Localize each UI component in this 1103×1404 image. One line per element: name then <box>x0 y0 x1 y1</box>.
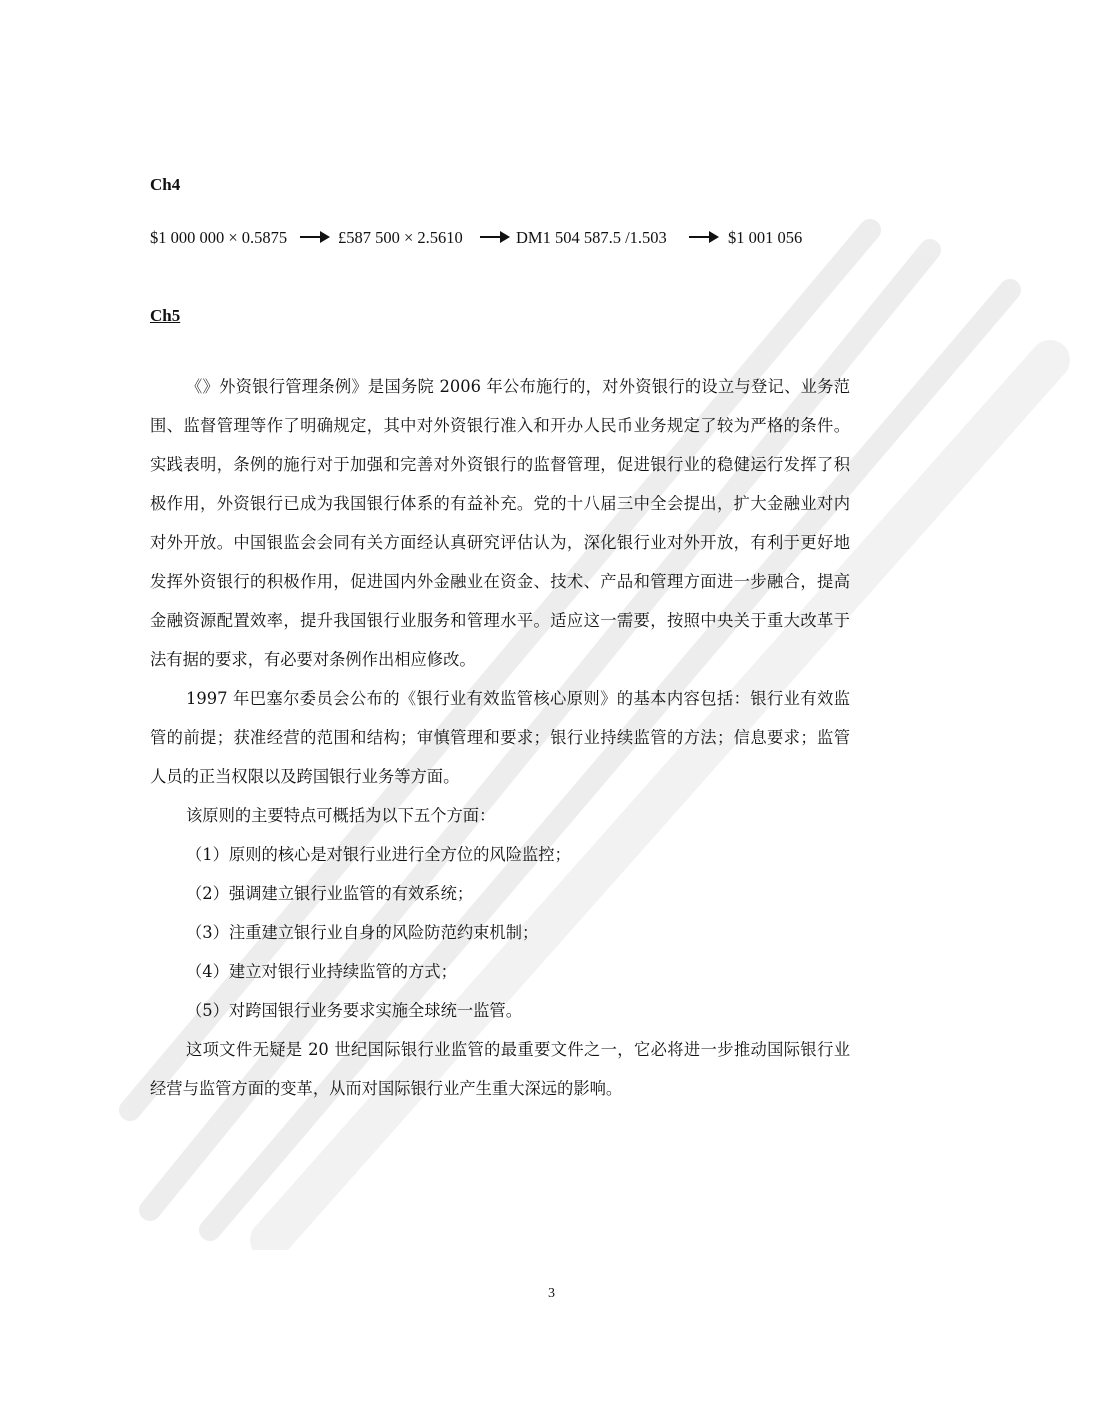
page-number: 3 <box>548 1286 555 1301</box>
right-arrow-icon <box>480 236 508 238</box>
list-item: （5）对跨国银行业务要求实施全球统一监管。 <box>186 1001 522 1020</box>
formula-result: $1 001 056 <box>728 228 803 247</box>
list-item: （3）注重建立银行业自身的风险防范约束机制； <box>186 923 539 942</box>
paragraph-basel-principles: 1997 年巴塞尔委员会公布的《银行业有效监管核心原则》的基本内容包括：银行业有效监管的前提；获准经营的范围和结构；审慎管理和要求；银行业持续监管的方法；信息要求；监管人员的正当权限以及跨国银行业务等方面。 <box>150 689 850 786</box>
paragraph-intro: 《》外资银行管理条例》是国务院 2006 年公布施行的，对外资银行的设立与登记、业务范围、监督管理等作了明确规定，其中对外资银行准入和开办人民币业务规定了较为严格的条件。实践表明，条例的施行对于加强和完善对外资银行的监督管理，促进银行业的稳健运行发挥了积极作用，外资银行已成为我国银行体系的有益补充。党的十八届三中全会提出，扩大金融业对内对外开放。中国银监会会同有关方面经认真研究评估认为，深化银行业对外开放，有利于更好地发挥外资银行的积极作用，促进国内外金融业在资金、技术、产品和管理方面进一步融合，提高金融资源配置效率，提升我国银行业服务和管理水平。适应这一需要，按照中央关于重大改革于法有据的要求，有必要对条例作出相应修改。 <box>150 377 850 669</box>
right-arrow-icon <box>689 236 717 238</box>
list-item: （2）强调建立银行业监管的有效系统； <box>186 884 474 903</box>
paragraph-conclusion: 这项文件无疑是 20 世纪国际银行业监管的最重要文件之一，它必将进一步推动国际银行业经营与监管方面的变革，从而对国际银行业产生重大深远的影响。 <box>150 1040 850 1098</box>
list-item: （4）建立对银行业持续监管的方式； <box>186 962 457 981</box>
right-arrow-icon <box>300 236 328 238</box>
formula-term-2: £587 500 × 2.5610 <box>338 228 463 247</box>
chapter-5-heading: Ch5 <box>150 306 181 325</box>
list-item: （1）原则的核心是对银行业进行全方位的风险监控； <box>186 845 571 864</box>
paragraph-features-lead: 该原则的主要特点可概括为以下五个方面： <box>186 806 496 825</box>
formula-term-3: DM1 504 587.5 /1.503 <box>516 228 667 247</box>
formula-term-1: $1 000 000 × 0.5875 <box>150 228 288 247</box>
chapter-5-body <box>150 367 850 1108</box>
chapter-4-heading: Ch4 <box>150 175 181 194</box>
